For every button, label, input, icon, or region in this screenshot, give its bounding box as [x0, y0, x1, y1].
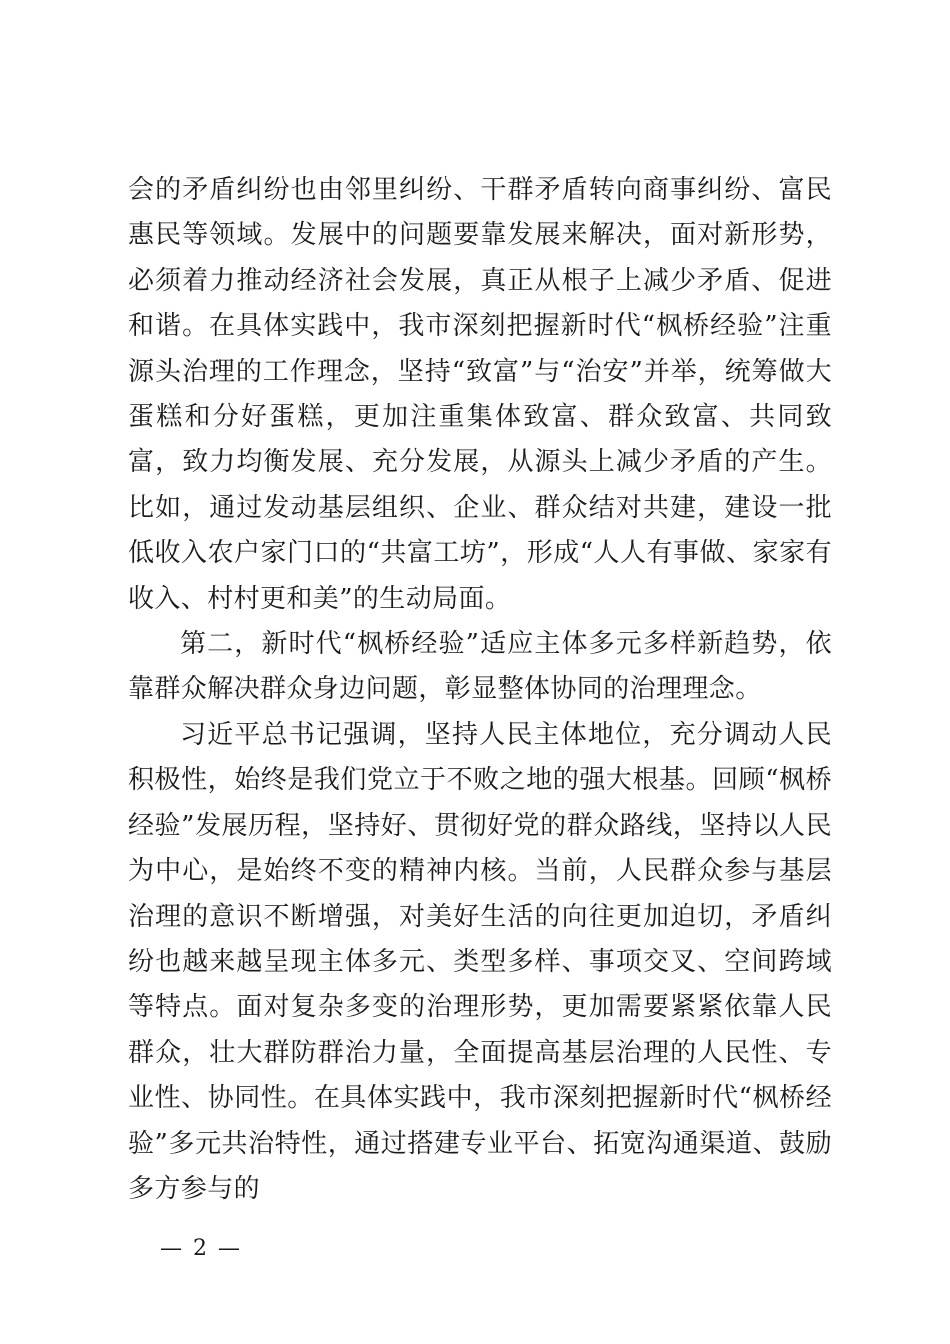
paragraph-continued: 会的矛盾纠纷也由邻里纠纷、干群矛盾转向商事纠纷、富民惠民等领域。发展中的问题要靠发展来解决，面对新形势，必须着力推动经济社会发展，真正从根子上减少矛盾、促进和谐。在具体实践中，我市深刻把握新时代“枫桥经验”注重源头治理的工作理念，坚持“致富”与“治安”并举，统筹做大蛋糕和分好蛋糕，更加注重集体致富、群众致富、共同致富，致力均衡发展、充分发展，从源头上减少矛盾的产生。比如，通过发动基层组织、企业、群众结对共建，建设一批低收入农户家门口的“共富工坊”，形成“人人有事做、家家有收入、村村更和美”的生动局面。 — [128, 175, 832, 614]
page-number: — 2 — — [160, 1236, 242, 1261]
body-text — [128, 168, 832, 1212]
paragraph-second-point: 第二，新时代“枫桥经验”适应主体多元多样新趋势，依靠群众解决群众身边问题，彰显整体协同的治理理念。 — [128, 629, 832, 705]
paragraph-people-centered: 习近平总书记强调，坚持人民主体地位，充分调动人民积极性，始终是我们党立于不败之地的强大根基。回顾“枫桥经验”发展历程，坚持好、贯彻好党的群众路线，坚持以人民为中心，是始终不变的精神内核。当前，人民群众参与基层治理的意识不断增强，对美好生活的向往更加迫切，矛盾纠纷也越来越呈现主体多元、类型多样、事项交叉、空间跨域等特点。面对复杂多变的治理形势，更加需要紧紧依靠人民群众，壮大群防群治力量，全面提高基层治理的人民性、专业性、协同性。在具体实践中，我市深刻把握新时代“枫桥经验”多元共治特性，通过搭建专业平台、拓宽沟通渠道、鼓励多方参与的 — [128, 719, 832, 1204]
